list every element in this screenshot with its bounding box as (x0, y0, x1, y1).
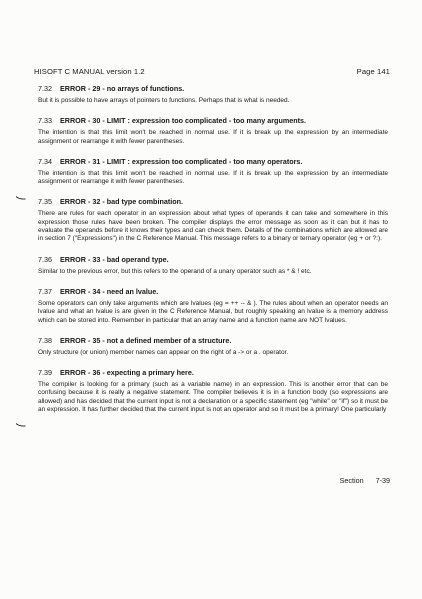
section-heading (38, 287, 388, 296)
margin-tick-mark (16, 423, 26, 427)
section-title: ERROR - 33 - bad operand type. (60, 254, 169, 264)
error-section-7-34 (38, 157, 388, 187)
section-body: There are rules for each operator in an expression about what types of operands it can take and somewhere in this expression those rules have been broken. The compiler displays the error message as soon as it can but it has to evaluate the operands before it knows their types and can check them. Details of the combinations which are allowed are in section 7 ("Expressions") in the C Reference Manual. This message refers to a binary or ternary operator (eg + or ?:). (38, 210, 388, 243)
section-number: 7.39 (38, 368, 52, 378)
section-body: The intention is that this limit won't be reached in normal use. If it is break up the expression by an intermediate assignment or rearrange it with fewer parentheses. (38, 169, 388, 186)
footer-page-ref: 7-39 (375, 476, 390, 485)
section-title: ERROR - 36 - expecting a primary here. (60, 368, 194, 378)
section-heading (38, 84, 388, 93)
section-title: ERROR - 31 - LIMIT : expression too complicated - too many operators. (60, 156, 303, 166)
error-section-7-32 (38, 84, 388, 105)
section-title: ERROR - 32 - bad type combination. (60, 197, 183, 207)
manual-title: HISOFT C MANUAL version 1.2 (34, 67, 145, 76)
section-title: ERROR - 29 - no arrays of functions. (60, 84, 185, 93)
margin-tick-mark (16, 196, 26, 200)
footer-section-label: Section (339, 476, 364, 485)
page-footer (340, 476, 390, 485)
section-number: 7.34 (38, 156, 52, 166)
section-title: ERROR - 34 - need an lvalue. (60, 286, 159, 296)
section-heading (38, 116, 388, 125)
section-number: 7.32 (38, 84, 52, 93)
section-body: Only structure (or union) member names can appear on the right of a -> or a . operator. (38, 348, 289, 356)
error-section-7-35 (38, 197, 388, 243)
section-number: 7.37 (38, 286, 52, 296)
section-title: ERROR - 35 - not a defined member of a structure. (60, 335, 232, 345)
error-section-7-39 (38, 368, 388, 414)
section-heading (38, 368, 388, 377)
page-content (38, 84, 388, 425)
page-number: Page 141 (356, 67, 390, 76)
error-section-7-33 (38, 116, 388, 146)
section-number: 7.33 (38, 116, 52, 126)
section-body: Similar to the previous error, but this refers to the operand of a unary operator such as * & ! etc. (38, 267, 312, 275)
error-section-7-37 (38, 287, 388, 325)
error-section-7-36 (38, 255, 388, 276)
section-heading (38, 197, 388, 206)
section-number: 7.36 (38, 254, 52, 264)
section-number: 7.35 (38, 197, 52, 207)
section-heading (38, 157, 388, 166)
section-number: 7.38 (38, 335, 52, 345)
section-body: But it is possible to have arrays of pointers to functions. Perhaps that is what is needed. (38, 97, 290, 104)
section-body: The intention is that this limit won't be reached in normal use. If it is break up the expression by an intermediate assignment or rearrange it with fewer parentheses. (38, 129, 388, 145)
section-heading (38, 255, 388, 264)
section-body: The compiler is looking for a primary (such as a variable name) in an expression. This is another error that can be confusing because it is really a negative statement. The compiler believes it is in a function body (so expressions are allowed) and has decided that the current input is not a declaration or a specific statement (eg "while" or "if") so it must be an expression. It has further decided that the current input is not an operator and so it must be a primary! One particularly (38, 381, 388, 414)
error-section-7-38 (38, 336, 388, 357)
section-body: Some operators can only take arguments which are lvalues (eg = ++ -- & ). The rules about when an operator needs an lvalue and what an lvalue is are given in the C Reference Manual, but roughly speaking an lvalue is a memory address which can be stored into. Remember in particular that an array name and a function name are NOT lvalues. (38, 299, 388, 324)
page-header (34, 67, 390, 76)
section-heading (38, 336, 388, 345)
section-title: ERROR - 30 - LIMIT : expression too complicated - too many arguments. (60, 116, 307, 126)
